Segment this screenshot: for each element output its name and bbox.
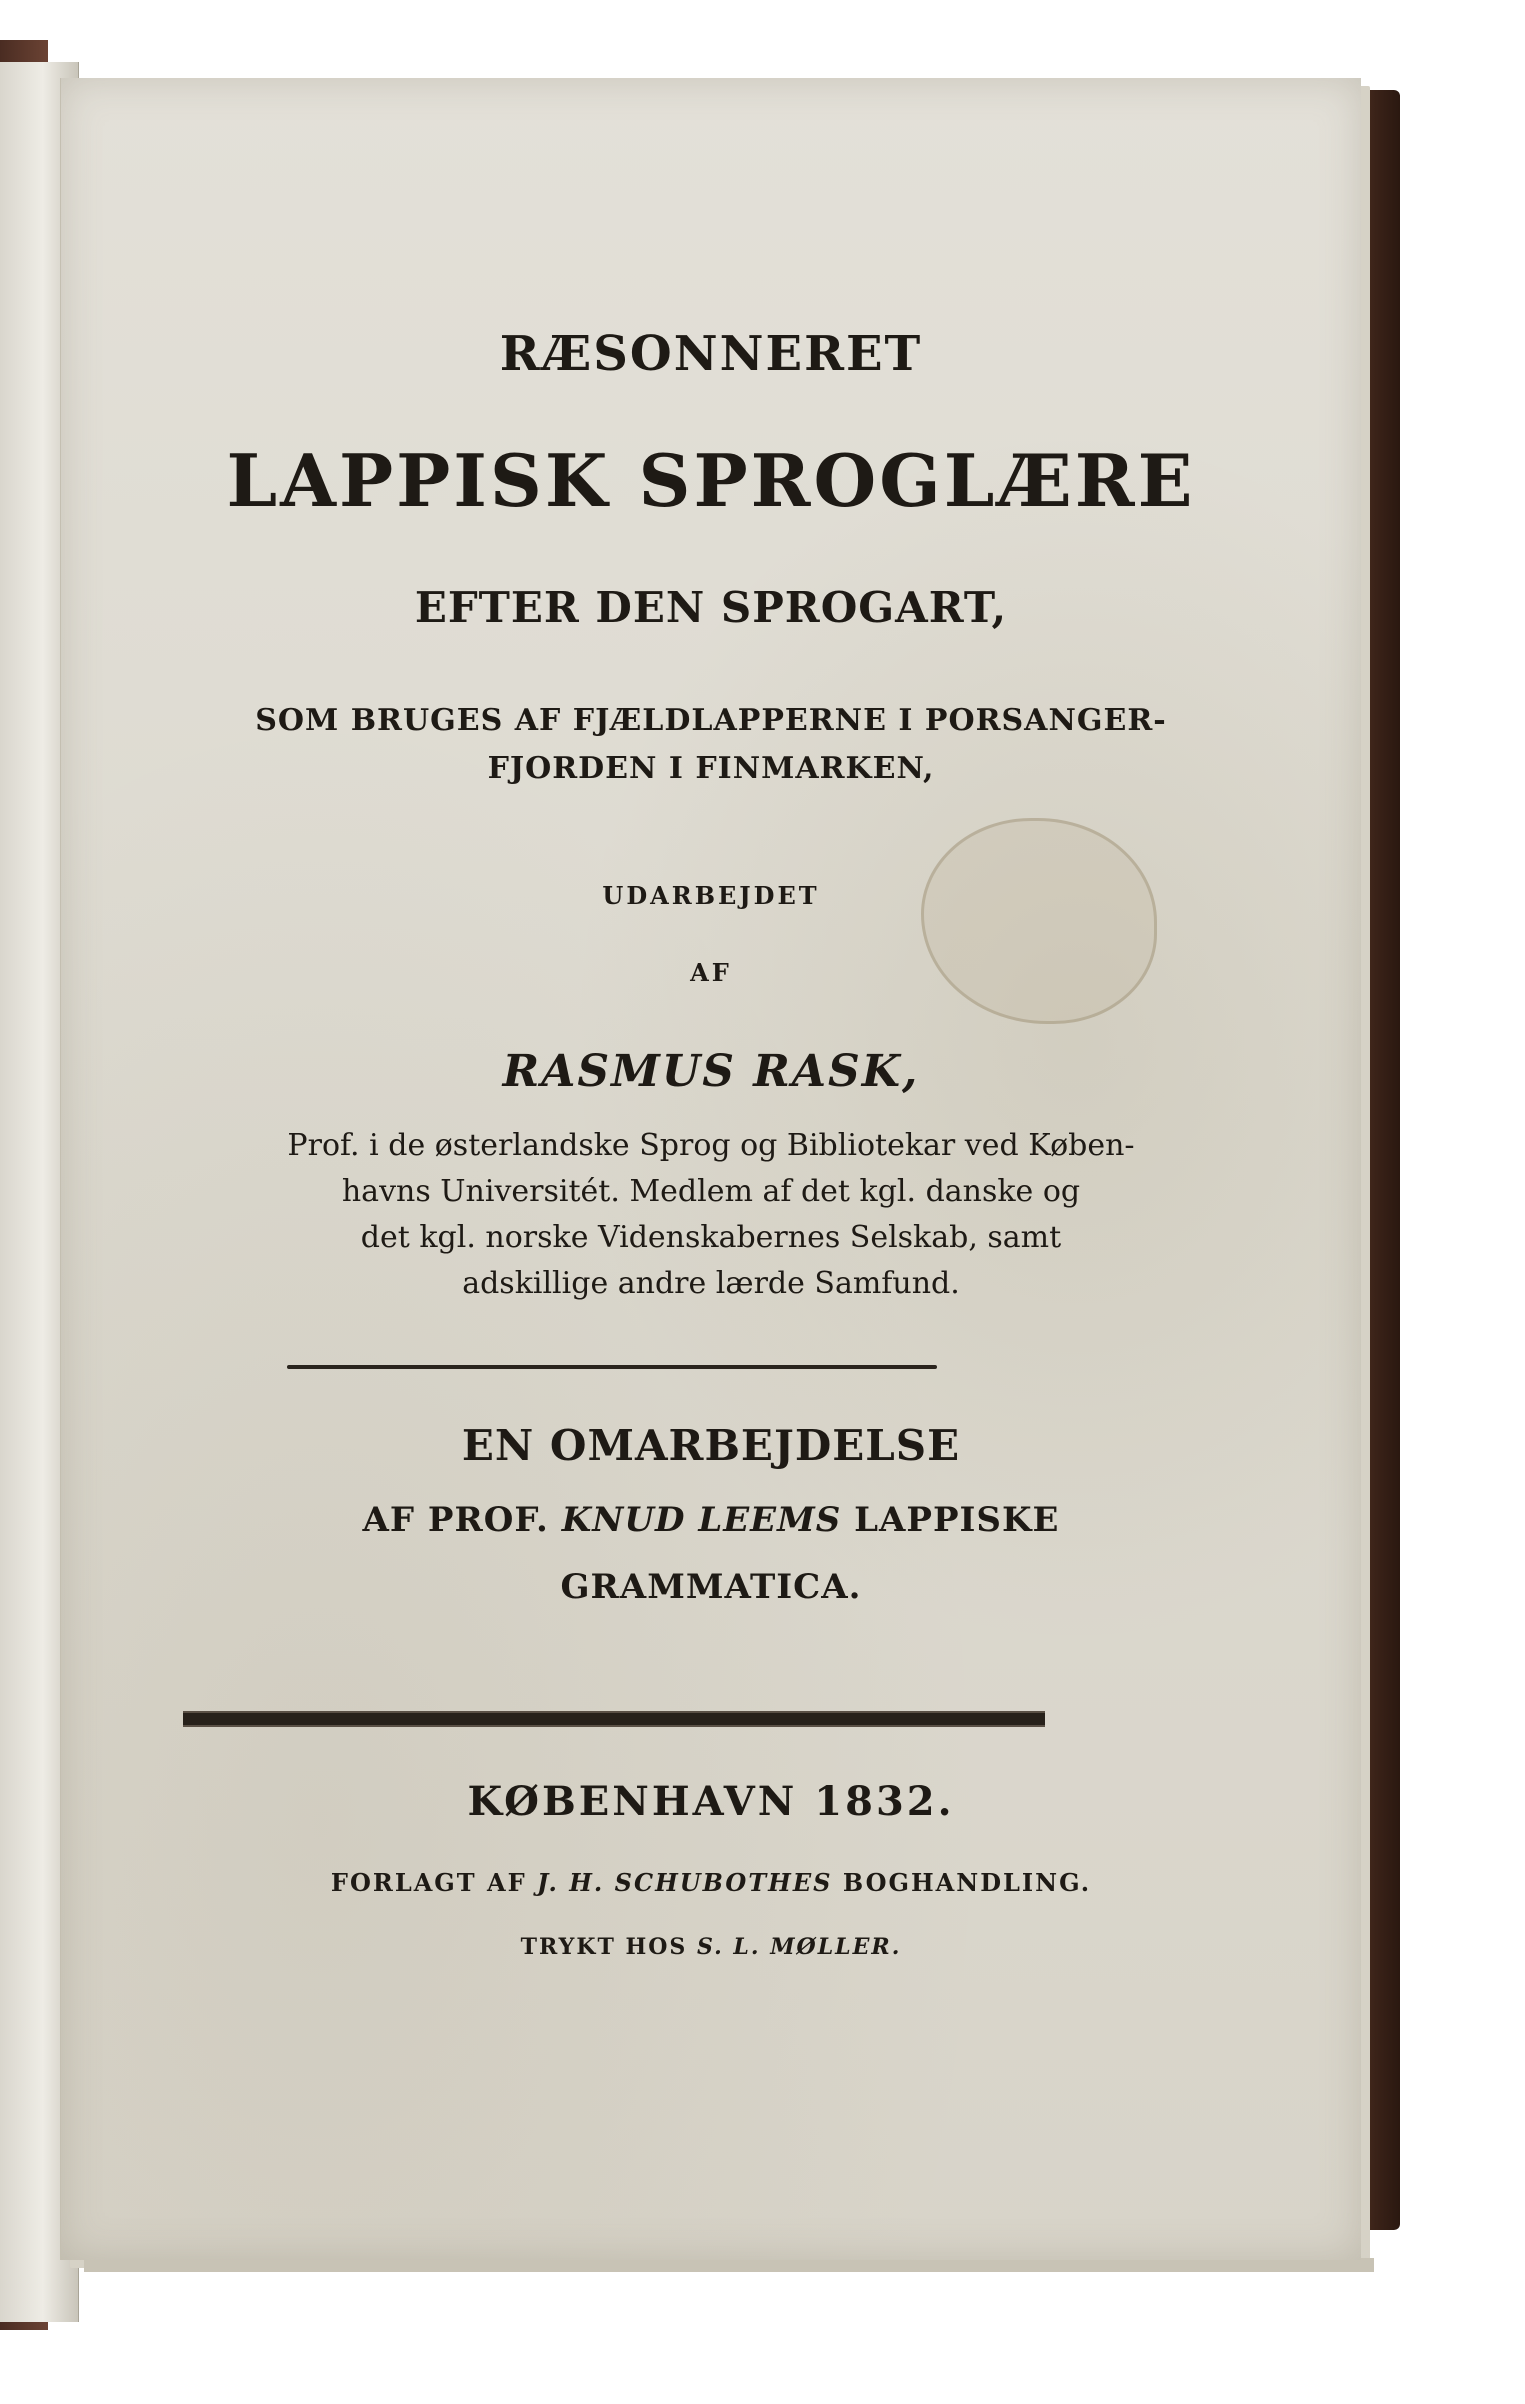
title-line-6: UDARBEJDET	[602, 881, 820, 910]
imprint-place-year: KØBENHAVN 1832.	[467, 1778, 955, 1825]
author-affiliation-1: Prof. i de østerlandske Sprog og Bibliotekar ved Køben-	[287, 1128, 1135, 1163]
publisher-prefix: FORLAGT AF	[330, 1868, 527, 1897]
title-line-3: EFTER DEN SPROGART,	[414, 583, 1008, 632]
publisher-name: J. H. SCHUBOTHES	[537, 1868, 833, 1897]
author-name: RASMUS RASK,	[502, 1046, 920, 1097]
divider-rule-thin	[287, 1365, 937, 1369]
author-affiliation-2: havns Universitét. Medlem af det kgl. danske og	[341, 1174, 1081, 1209]
subtitle-1: EN OMARBEJDELSE	[461, 1421, 961, 1470]
publisher-suffix: BOGHANDLING.	[842, 1868, 1092, 1897]
subtitle-2	[61, 1500, 1361, 1540]
printer-prefix: TRYKT HOS	[520, 1934, 688, 1960]
title-line-1: RÆSONNERET	[499, 326, 923, 382]
title-page	[60, 78, 1361, 2260]
subtitle-2-suffix: LAPPISKE	[854, 1500, 1060, 1540]
printer-name: S. L. MØLLER.	[696, 1934, 902, 1960]
main-title: LAPPISK SPROGLÆRE	[226, 438, 1196, 523]
publisher-line	[61, 1868, 1361, 1897]
page-bottom-edge	[84, 2258, 1374, 2272]
author-affiliation-4: adskillige andre lærde Samfund.	[462, 1266, 960, 1301]
water-stain	[921, 818, 1157, 1024]
subtitle-2-prefix: AF PROF.	[362, 1500, 549, 1540]
title-line-5: FJORDEN I FINMARKEN,	[487, 751, 935, 786]
printer-line	[61, 1934, 1361, 1960]
title-line-7: AF	[690, 958, 732, 987]
subtitle-2-name: KNUD LEEMS	[561, 1500, 842, 1540]
author-affiliation-3: det kgl. norske Videnskabernes Selskab, samt	[360, 1220, 1062, 1255]
divider-rule-thick	[183, 1711, 1045, 1727]
subtitle-3: GRAMMATICA.	[560, 1567, 862, 1607]
title-line-4: SOM BRUGES AF FJÆLDLAPPERNE I PORSANGER-	[255, 703, 1167, 738]
